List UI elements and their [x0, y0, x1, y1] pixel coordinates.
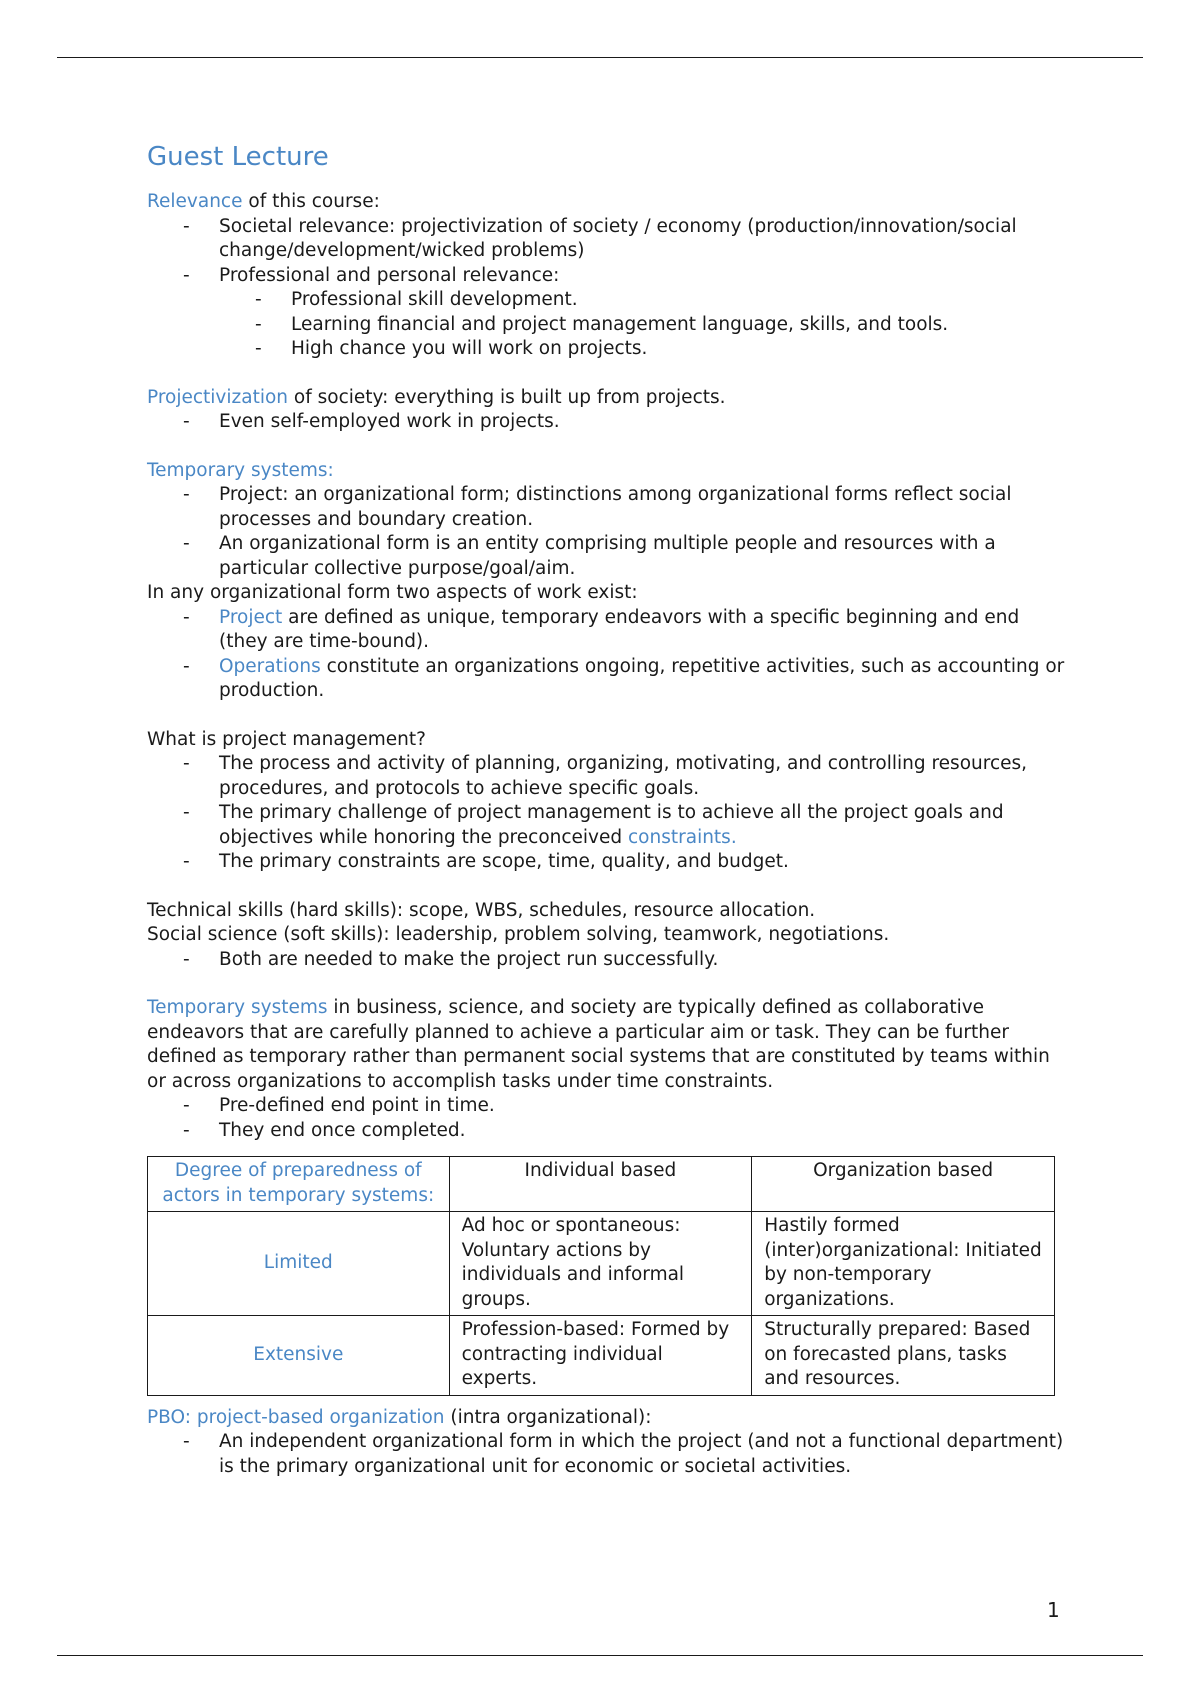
table-cell: Profession-based: Formed by contracting individual experts. [449, 1316, 752, 1396]
relevance-rest: of this course: [242, 191, 380, 212]
page-number: 1 [1047, 1598, 1060, 1622]
temporary-systems-def-term: Temporary systems [147, 997, 328, 1018]
list-item [219, 801, 1067, 850]
table-cell: Hastily formed (inter)organizational: Initiated by non-temporary organizations. [752, 1212, 1055, 1316]
page-title: Guest Lecture [147, 142, 329, 172]
temporary-systems-definition [147, 996, 1067, 1094]
preparedness-table [147, 1156, 1055, 1396]
operations-term: Operations [219, 655, 321, 677]
pbo-intro [147, 1406, 1067, 1431]
table-row-label: Extensive [148, 1316, 450, 1396]
temporary-systems-term: Temporary systems: [147, 459, 334, 481]
list-item: - Pre-defined end point in time. [219, 1094, 1067, 1119]
list-item: - An organizational form is an entity comprising multiple people and resources with a particular collective purpose/goal/aim. [219, 532, 1067, 581]
list-item: - Project: an organizational form; distinctions among organizational forms reflect social processes and boundary creation. [219, 483, 1067, 532]
table-header-cell: Degree of preparedness of actors in temporary systems: [148, 1157, 450, 1212]
pbo-rest: (intra organizational): [444, 1406, 652, 1428]
table-row [148, 1212, 1055, 1316]
table-header-cell: Organization based [752, 1157, 1055, 1212]
bottom-rule [57, 1655, 1143, 1656]
aspects-list [147, 606, 1067, 704]
pm-item2-text: The primary challenge of project management is to achieve all the project goals and objectives while honoring the preconceived [219, 802, 1004, 848]
temporary-systems-def-rest: in business, science, and society are typically defined as collaborative endeavors that are carefully planned to achieve a particular aim or task. They can be further defined as temporary rather than permanent social systems that are constituted by teams within or across organizations to accomplish tasks under time constraints. [147, 997, 1050, 1092]
projectivization-term: Projectivization [147, 386, 289, 408]
list-item: - Professional skill development. [291, 288, 1067, 313]
temp-def-list [147, 1094, 1067, 1143]
table-cell: Structurally prepared: Based on forecasted plans, tasks and resources. [752, 1316, 1055, 1396]
operations-rest: constitute an organizations ongoing, repetitive activities, such as accounting or production. [219, 655, 1065, 701]
relevance-sublist [219, 288, 1067, 362]
pm-list [147, 752, 1067, 875]
list-item: - The primary constraints are scope, time, quality, and budget. [219, 850, 1067, 875]
top-rule [57, 57, 1143, 58]
table-row-label: Limited [148, 1212, 450, 1316]
list-item: - High chance you will work on projects. [291, 337, 1067, 362]
projectivization-list [147, 410, 1067, 435]
skills-list [147, 948, 1067, 973]
relevance-intro [147, 190, 1067, 215]
pbo-list [147, 1430, 1067, 1479]
list-item: - An independent organizational form in which the project (and not a functional department) is the primary organizational unit for economic or societal activities. [219, 1430, 1067, 1479]
table-header-cell: Individual based [449, 1157, 752, 1212]
project-term: Project [219, 606, 283, 628]
temporary-systems-list [147, 483, 1067, 581]
pm-question: What is project management? [147, 728, 426, 750]
list-item [219, 264, 1067, 362]
projectivization-rest: of society: everything is built up from projects. [288, 386, 726, 408]
document-page [147, 140, 1067, 1479]
project-rest: are defined as unique, temporary endeavors with a specific beginning and end (they are time-bound). [219, 606, 1020, 652]
list-item: - They end once completed. [219, 1119, 1067, 1144]
list-item: - The process and activity of planning, organizing, motivating, and controlling resources, procedures, and protocols to achieve specific goals. [219, 752, 1067, 801]
aspects-intro: In any organizational form two aspects of work exist: [147, 582, 638, 603]
list-item-text: Professional and personal relevance: [219, 264, 560, 286]
table-cell: Ad hoc or spontaneous: Voluntary actions by individuals and informal groups. [449, 1212, 752, 1316]
technical-skills: Technical skills (hard skills): scope, WBS, schedules, resource allocation. [147, 899, 816, 921]
social-skills: Social science (soft skills): leadership, problem solving, teamwork, negotiations. [147, 924, 890, 945]
table-header-row [148, 1157, 1055, 1212]
list-item: - Societal relevance: projectivization of society / economy (production/innovation/social change/development/wicked problems) [219, 215, 1067, 264]
pbo-term: PBO: project-based organization [147, 1406, 445, 1428]
list-item [219, 606, 1067, 655]
constraints-term: constraints. [628, 826, 737, 848]
relevance-list [147, 215, 1067, 362]
list-item: - Both are needed to make the project run successfully. [219, 948, 1067, 973]
list-item: - Learning financial and project management language, skills, and tools. [291, 313, 1067, 338]
projectivization-intro [147, 386, 1067, 411]
table-row [148, 1316, 1055, 1396]
relevance-term: Relevance [147, 191, 243, 212]
list-item: - Even self-employed work in projects. [219, 410, 1067, 435]
list-item [219, 655, 1067, 704]
